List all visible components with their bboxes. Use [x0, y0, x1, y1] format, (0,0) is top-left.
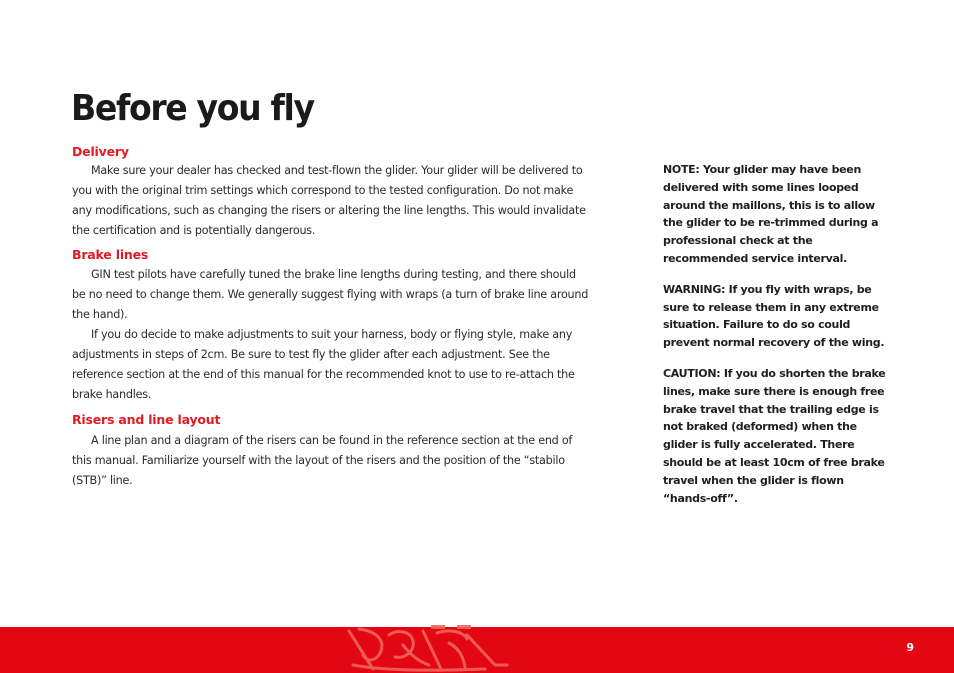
section-heading-risers: Risers and line layout [72, 412, 221, 427]
paragraph: Make sure your dealer has checked and test-flown the glider. Your glider will be delivered to you with the original trim settings which correspond to the tested configuration. Do not make any modifications, such as changing the risers or altering the line lengths. This would invalidate the certification and is potentially dangerous. [72, 164, 586, 237]
section-brake-lines [72, 246, 592, 405]
page-title: Before you fly [71, 88, 314, 129]
section-heading-brake-lines: Brake lines [72, 247, 149, 262]
page-number: 9 [906, 641, 914, 654]
warning-callout: WARNING: If you fly with wraps, be sure to release them in any extreme situation. Failure to do so could prevent normal recovery of the wing. [663, 282, 885, 350]
caution-callout: CAUTION: If you do shorten the brake lines, make sure there is enough free brake travel that the trailing edge is not braked (deformed) when the glider is fully accelerated. There should be at least 10cm of free brake travel when the glider is flown “hands-off”. [663, 366, 886, 505]
note-callout: NOTE: Your glider may have been delivered with some lines looped around the maillons, this is to allow the glider to be re-trimmed during a professional check at the recommended service interval. [663, 163, 879, 265]
sidebar-notes [663, 161, 888, 520]
section-risers [72, 411, 592, 491]
section-delivery [72, 143, 592, 241]
section-heading-delivery: Delivery [72, 144, 129, 159]
main-content [72, 143, 592, 491]
brand-logo-icon [345, 625, 510, 673]
paragraph: A line plan and a diagram of the risers can be found in the reference section at the end of this manual. Familiarize yourself with the layout of the risers and the position of the “stabilo (STB)” line. [72, 434, 573, 487]
paragraph: If you do decide to make adjustments to suit your harness, body or flying style, make any adjustments in steps of 2cm. Be sure to test fly the glider after each adjustment. See the reference section at the end of this manual for the recommended knot to use to re-attach the brake handles. [72, 328, 575, 401]
paragraph: GIN test pilots have carefully tuned the brake line lengths during testing, and there should be no need to change them. We generally suggest flying with wraps (a turn of brake line around the hand). [72, 268, 589, 321]
